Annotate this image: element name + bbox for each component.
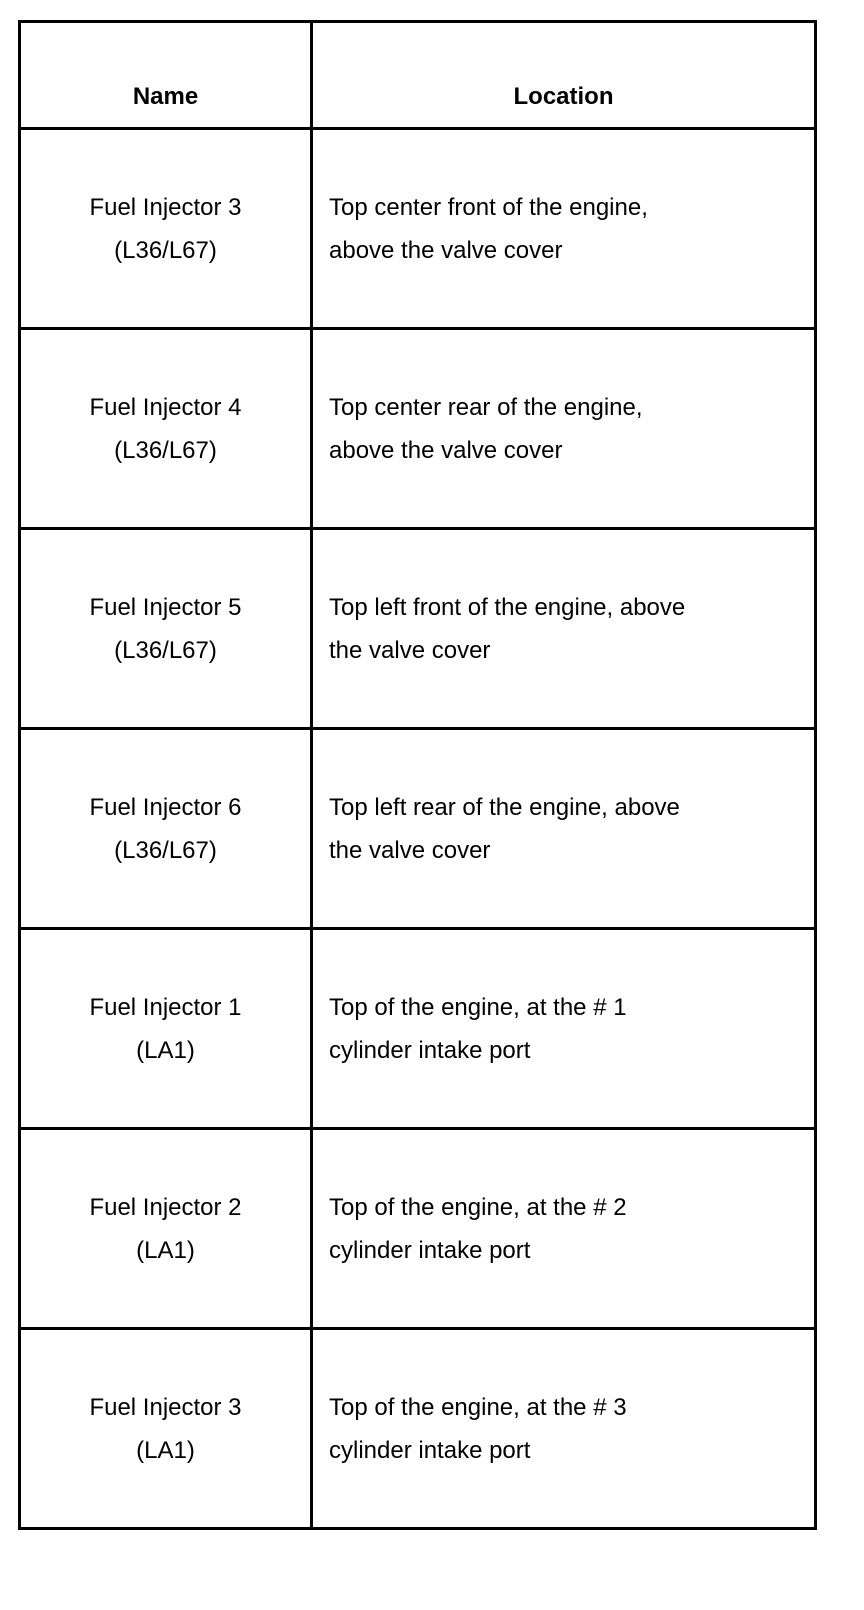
name-cell bbox=[20, 129, 312, 329]
engine-code: (L36/L67) bbox=[114, 636, 217, 664]
injector-location-table bbox=[18, 20, 817, 1530]
name-cell bbox=[20, 1129, 312, 1329]
component-name: Fuel Injector 3 bbox=[89, 1393, 242, 1421]
name-cell bbox=[20, 929, 312, 1129]
location-line: Top of the engine, at the # 2 bbox=[329, 1193, 627, 1221]
location-line: Top center rear of the engine, bbox=[329, 393, 643, 421]
location-line: Top of the engine, at the # 1 bbox=[329, 993, 627, 1021]
component-name: Fuel Injector 5 bbox=[89, 593, 242, 621]
table-row bbox=[20, 1329, 816, 1529]
location-line: Top center front of the engine, bbox=[329, 193, 648, 221]
header-row bbox=[20, 22, 816, 129]
engine-code: (L36/L67) bbox=[114, 836, 217, 864]
location-line: above the valve cover bbox=[329, 236, 563, 264]
engine-code: (LA1) bbox=[136, 1236, 195, 1264]
engine-code: (LA1) bbox=[136, 1036, 195, 1064]
location-cell bbox=[312, 129, 816, 329]
location-cell bbox=[312, 929, 816, 1129]
location-line: cylinder intake port bbox=[329, 1236, 531, 1264]
location-line: cylinder intake port bbox=[329, 1036, 531, 1064]
location-line: Top of the engine, at the # 3 bbox=[329, 1393, 627, 1421]
engine-code: (L36/L67) bbox=[114, 236, 217, 264]
table-row bbox=[20, 929, 816, 1129]
name-cell bbox=[20, 329, 312, 529]
component-name: Fuel Injector 6 bbox=[89, 793, 242, 821]
table-row bbox=[20, 529, 816, 729]
location-line: Top left front of the engine, above bbox=[329, 593, 686, 621]
engine-code: (LA1) bbox=[136, 1436, 195, 1464]
location-cell bbox=[312, 329, 816, 529]
name-cell bbox=[20, 529, 312, 729]
table-row bbox=[20, 1129, 816, 1329]
component-name: Fuel Injector 4 bbox=[89, 393, 242, 421]
location-cell bbox=[312, 729, 816, 929]
location-line: Top left rear of the engine, above bbox=[329, 793, 680, 821]
location-cell bbox=[312, 1129, 816, 1329]
location-line: above the valve cover bbox=[329, 436, 563, 464]
name-cell bbox=[20, 1329, 312, 1529]
name-column-header: Name bbox=[20, 22, 312, 129]
table-row bbox=[20, 329, 816, 529]
component-name: Fuel Injector 3 bbox=[89, 193, 242, 221]
name-cell bbox=[20, 729, 312, 929]
component-name: Fuel Injector 1 bbox=[89, 993, 242, 1021]
engine-code: (L36/L67) bbox=[114, 436, 217, 464]
location-column-header: Location bbox=[312, 22, 816, 129]
location-line: cylinder intake port bbox=[329, 1436, 531, 1464]
table-row bbox=[20, 129, 816, 329]
location-line: the valve cover bbox=[329, 636, 491, 664]
location-cell bbox=[312, 529, 816, 729]
component-name: Fuel Injector 2 bbox=[89, 1193, 242, 1221]
location-line: the valve cover bbox=[329, 836, 491, 864]
location-cell bbox=[312, 1329, 816, 1529]
table-row bbox=[20, 729, 816, 929]
